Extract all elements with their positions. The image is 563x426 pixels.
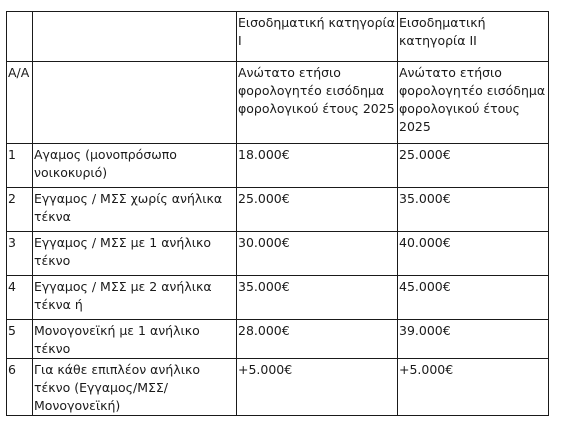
income-limit-ii: 45.000€ bbox=[398, 276, 549, 320]
income-limit-i: +5.000€ bbox=[237, 359, 398, 416]
header-aa-cell-empty bbox=[7, 12, 33, 62]
household-category: Εγγαμος / ΜΣΣ με 2 ανήλικα τέκνα ή bbox=[33, 276, 237, 320]
income-limit-i: 35.000€ bbox=[237, 276, 398, 320]
household-category: Εγγαμος / ΜΣΣ χωρίς ανήλικα τέκνα bbox=[33, 188, 237, 232]
table-row bbox=[7, 188, 549, 232]
header-category-cell-empty bbox=[33, 12, 237, 62]
table-row bbox=[7, 320, 549, 359]
row-number: 2 bbox=[7, 188, 33, 232]
table-row bbox=[7, 276, 549, 320]
header-category-label-empty bbox=[33, 62, 237, 144]
household-category: Για κάθε επιπλέον ανήλικο τέκνο (Εγγαμος/ΜΣΣ/Μονογονεϊκή) bbox=[33, 359, 237, 416]
header-income-category-ii: Εισοδηματική κατηγορία ΙΙ bbox=[398, 12, 549, 62]
table-row bbox=[7, 144, 549, 188]
header-max-income-ii: Ανώτατο ετήσιο φορολογητέο εισόδημα φορολογικού έτους 2025 bbox=[398, 62, 549, 144]
income-criteria-table bbox=[6, 11, 549, 416]
income-limit-i: 25.000€ bbox=[237, 188, 398, 232]
row-number: 6 bbox=[7, 359, 33, 416]
header-row-categories bbox=[7, 12, 549, 62]
income-limit-ii: 35.000€ bbox=[398, 188, 549, 232]
household-category: Εγγαμος / ΜΣΣ με 1 ανήλικο τέκνο bbox=[33, 232, 237, 276]
row-number: 4 bbox=[7, 276, 33, 320]
row-number: 3 bbox=[7, 232, 33, 276]
header-row-max-income bbox=[7, 62, 549, 144]
header-aa-label: Α/Α bbox=[7, 62, 33, 144]
household-category: Αγαμος (μονοπρόσωπο νοικοκυριό) bbox=[33, 144, 237, 188]
income-limit-i: 30.000€ bbox=[237, 232, 398, 276]
household-category: Μονογονεϊκή με 1 ανήλικο τέκνο bbox=[33, 320, 237, 359]
table-row bbox=[7, 232, 549, 276]
income-limit-i: 18.000€ bbox=[237, 144, 398, 188]
income-limit-i: 28.000€ bbox=[237, 320, 398, 359]
income-limit-ii: +5.000€ bbox=[398, 359, 549, 416]
income-limit-ii: 40.000€ bbox=[398, 232, 549, 276]
row-number: 1 bbox=[7, 144, 33, 188]
header-income-category-i: Εισοδηματική κατηγορία Ι bbox=[237, 12, 398, 62]
row-number: 5 bbox=[7, 320, 33, 359]
income-limit-ii: 25.000€ bbox=[398, 144, 549, 188]
income-limit-ii: 39.000€ bbox=[398, 320, 549, 359]
table-row bbox=[7, 359, 549, 416]
header-max-income-i: Ανώτατο ετήσιο φορολογητέο εισόδημα φορολογικού έτους 2025 bbox=[237, 62, 398, 144]
